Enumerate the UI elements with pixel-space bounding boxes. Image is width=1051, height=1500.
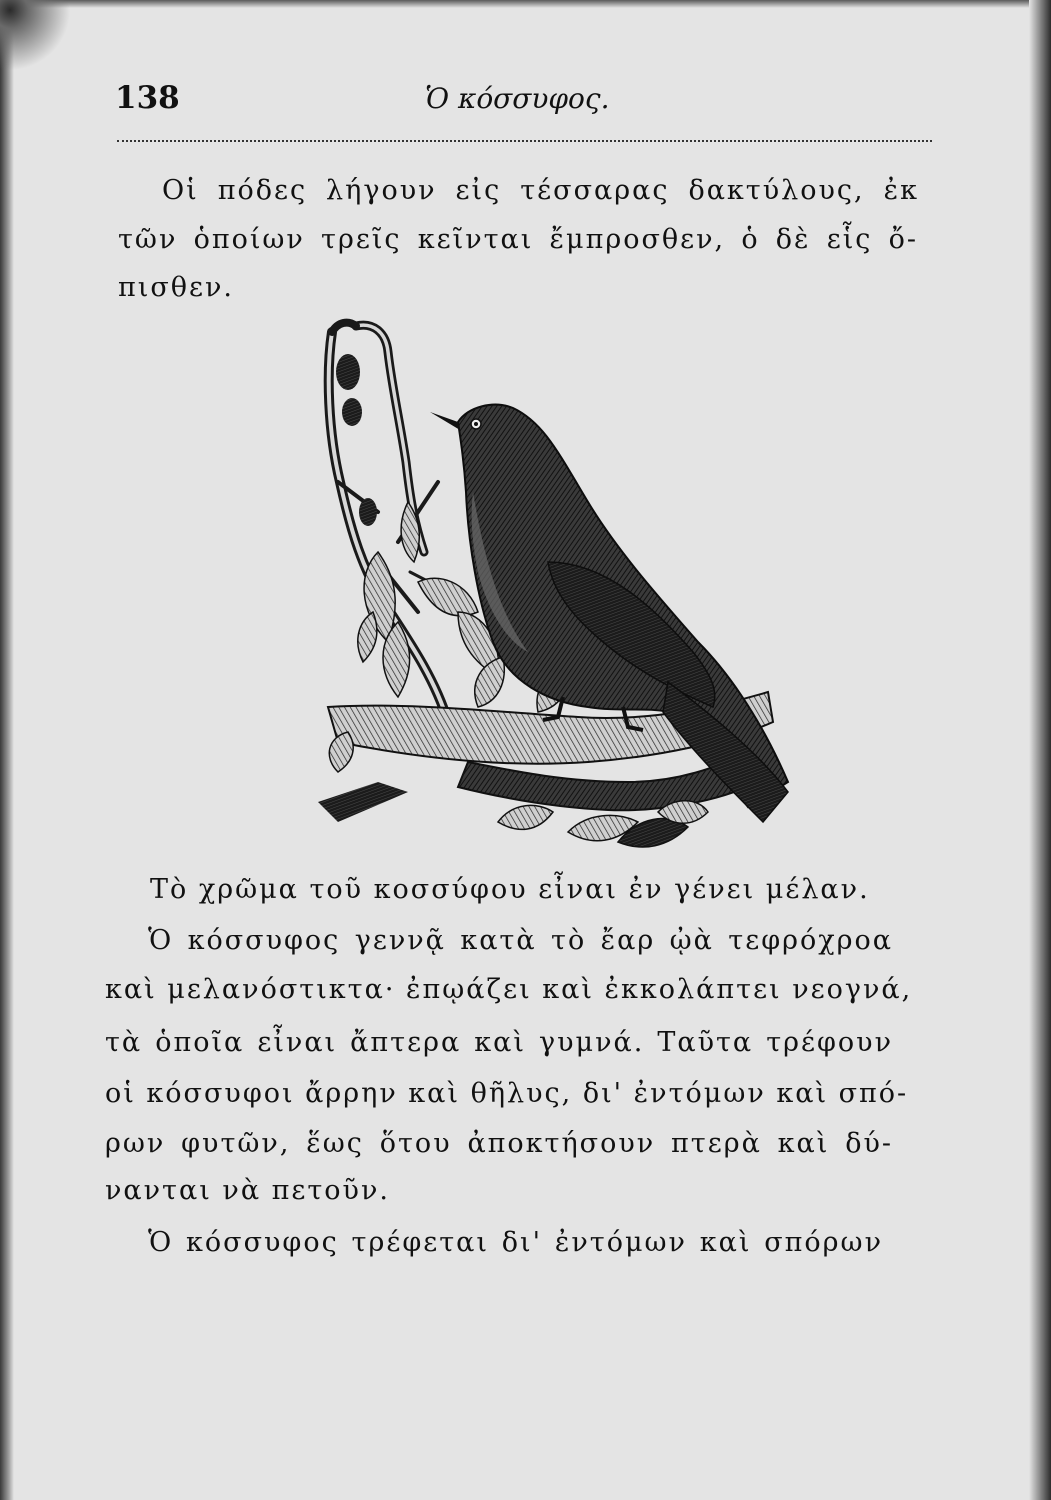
text-line: οἱ κόσσυφοι ἄρρην καὶ θῆλυς, δι' ἐντόμων καὶ σπό- — [105, 1078, 909, 1109]
page-number: 138 — [115, 80, 180, 116]
text-line: ρων φυτῶν, ἕως ὅτου ἀποκτήσουν πτερὰ καὶ δύ- — [105, 1128, 893, 1159]
text-line: πισθεν. — [118, 272, 235, 303]
text-line: Οἱ πόδες λήγουν εἰς τέσσαρας δακτύλους, ἐκ — [162, 175, 919, 206]
scan-edge-right — [1029, 0, 1051, 1500]
text-line: τῶν ὁποίων τρεῖς κεῖνται ἔμπροσθεν, ὁ δὲ εἷς ὄ- — [118, 224, 918, 255]
text-line: Ὁ κόσσυφος τρέφεται δι' ἐντόμων καὶ σπόρων — [148, 1227, 883, 1258]
header-rule — [117, 140, 932, 142]
text-line: Τὸ χρῶμα τοῦ κοσσύφου εἶναι ἐν γένει μέλαν. — [150, 874, 870, 905]
scan-edge-top — [0, 0, 1051, 8]
scan-edge-left — [0, 0, 14, 1500]
text-line: καὶ μελανόστικτα· ἐπῳάζει καὶ ἐκκολάπτει νεογνά, — [105, 974, 913, 1005]
running-title: Ὁ κόσσυφος. — [425, 82, 610, 115]
text-line: τὰ ὁποῖα εἶναι ἄπτερα καὶ γυμνά. Ταῦτα τρέφουν — [105, 1027, 893, 1058]
corner-stain — [0, 0, 70, 70]
text-line: Ὁ κόσσυφος γεννᾷ κατὰ τὸ ἔαρ ᾠὰ τεφρόχροα — [148, 925, 893, 956]
blackbird-engraving-icon — [318, 312, 798, 872]
text-line: νανται νὰ πετοῦν. — [105, 1175, 390, 1206]
